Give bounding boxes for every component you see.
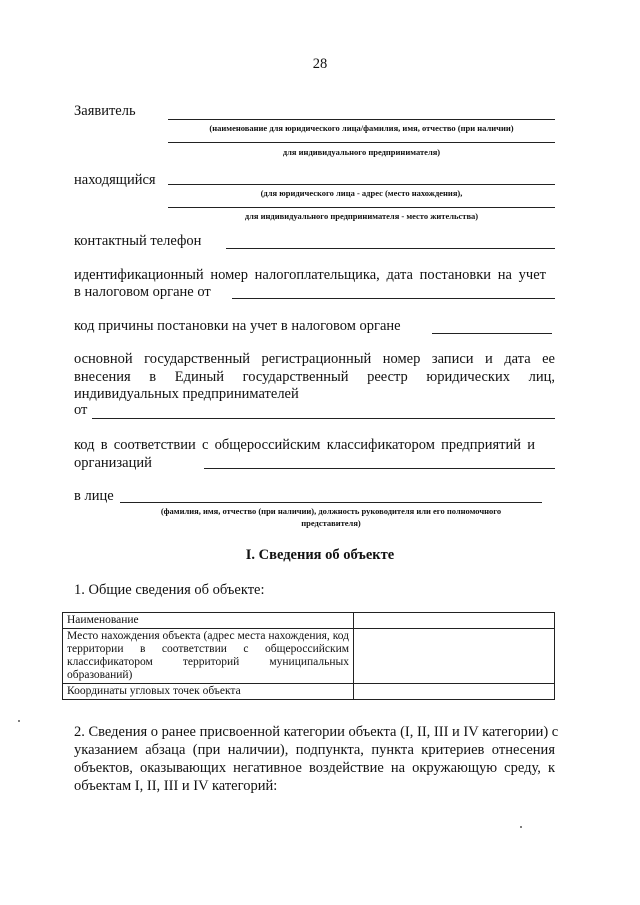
item-2-text-line-2: указанием абзаца (при наличии), подпункта, пункта критериев отнесения (74, 742, 555, 758)
ogrn-text-line-1: основной государственный регистрационный номер записи и дата ее (74, 351, 555, 367)
page-number: 28 (312, 56, 328, 72)
inn-text-line-2: в налоговом органе от (74, 284, 211, 300)
table-cell-value[interactable] (354, 613, 555, 629)
table-cell-label: Место нахождения объекта (адрес места нахождения, код территории в соответствии с общероссийским классификатором территорий муниципальных образований) (63, 629, 354, 684)
section-title: I. Сведения об объекте (245, 547, 395, 563)
table-cell-value[interactable] (354, 629, 555, 684)
item-2-text-line-4: объектам I, II, III и IV категорий: (74, 778, 278, 794)
okpo-text-line-1: код в соответствии с общероссийским классификатором предприятий и (74, 437, 535, 453)
kpp-label: код причины постановки на учет в налоговом органе (74, 318, 401, 334)
phone-label: контактный телефон (74, 233, 202, 249)
applicant-label: Заявитель (74, 103, 136, 119)
represented-input-line[interactable] (120, 502, 542, 503)
ogrn-text-line-3: индивидуальных предпринимателей (74, 386, 299, 402)
applicant-input-line-2[interactable] (168, 142, 555, 143)
okpo-text-line-2: организаций (74, 455, 152, 471)
represented-caption-2: представителя) (301, 518, 361, 528)
scan-speck (520, 826, 522, 828)
kpp-input-line[interactable] (432, 333, 552, 334)
location-caption-2: для индивидуального предпринимателя - место жительства) (244, 211, 479, 221)
represented-caption-1: (фамилия, имя, отчество (при наличии), должность руководителя или его полномочного (160, 506, 502, 516)
table-row (63, 684, 555, 700)
location-input-line[interactable] (168, 184, 555, 185)
represented-label: в лице (74, 488, 114, 504)
applicant-input-line[interactable] (168, 119, 555, 120)
item-2-text-line-1: 2. Сведения о ранее присвоенной категории объекта (I, II, III и IV категории) с (74, 724, 559, 740)
scan-speck (18, 720, 20, 722)
location-label: находящийся (74, 172, 156, 188)
location-input-line-2[interactable] (168, 207, 555, 208)
item-1-heading: 1. Общие сведения об объекте: (74, 582, 265, 598)
okpo-input-line[interactable] (204, 468, 555, 469)
ogrn-text-line-2: внесения в Единый государственный реестр юридических лиц, (74, 369, 555, 385)
ogrn-input-line[interactable] (92, 418, 555, 419)
table-cell-label: Наименование (63, 613, 354, 629)
applicant-caption-1: (наименование для юридического лица/фамилия, имя, отчество (при наличии) (209, 123, 514, 133)
phone-input-line[interactable] (226, 248, 555, 249)
table-cell-value[interactable] (354, 684, 555, 700)
inn-input-line[interactable] (232, 298, 555, 299)
table-row (63, 613, 555, 629)
inn-text-line-1: идентификационный номер налогоплательщика, дата постановки на учет (74, 267, 546, 283)
ogrn-text-line-4: от (74, 402, 88, 418)
location-caption-1: (для юридического лица - адрес (место нахождения), (260, 188, 463, 198)
object-info-table (62, 612, 555, 700)
table-row (63, 629, 555, 684)
applicant-caption-2: для индивидуального предпринимателя) (282, 147, 441, 157)
item-2-text-line-3: объектов, оказывающих негативное воздействие на окружающую среду, к (74, 760, 555, 776)
table-cell-label: Координаты угловых точек объекта (63, 684, 354, 700)
